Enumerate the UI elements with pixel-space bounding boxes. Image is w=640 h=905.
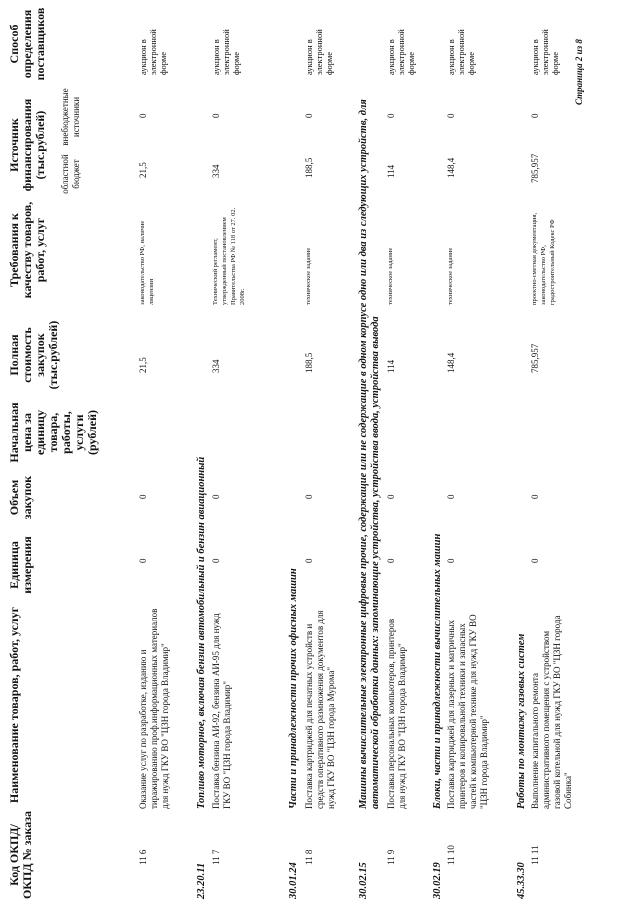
row-volume: 0	[211, 494, 221, 499]
row-regional: 21,5	[138, 162, 148, 178]
row-method: аукцион в электронной форме	[304, 29, 334, 75]
row-unit: 0	[386, 558, 396, 563]
header-name: Наименование товаров, работ, услуг	[7, 606, 21, 804]
row-extra: 0	[446, 113, 456, 118]
row-method: аукцион в электронной форме	[138, 29, 168, 75]
row-unit: 0	[446, 558, 456, 563]
row-price: 188,5	[304, 352, 314, 373]
row-method: аукцион в электронной форме	[211, 29, 241, 75]
row-method: аукцион в электронной форме	[530, 29, 560, 75]
row-extra: 0	[138, 113, 148, 118]
group-title: Топливо моторное, включая бензин автомобильный и бензин авиационный	[196, 456, 207, 809]
row-ref: 11 7	[211, 849, 221, 865]
header-full-cost: Полная стоимость закупок (тыс.рублей)	[7, 320, 60, 390]
row-regional: 785,957	[530, 153, 540, 183]
row-extra: 0	[304, 113, 314, 118]
group-code: 23.20.11	[196, 862, 207, 899]
row-regional: 148,4	[446, 157, 456, 178]
group-code: 45.33.30	[516, 862, 527, 899]
row-volume: 0	[446, 494, 456, 499]
group-title: Работы по монтажу газовых систем	[516, 633, 527, 809]
row-unit: 0	[530, 558, 540, 563]
row-price: 148,4	[446, 352, 456, 373]
row-requirements: техническое задание	[387, 247, 394, 305]
row-price: 785,957	[530, 343, 540, 373]
row-price: 334	[211, 359, 221, 373]
row-requirements: Технический регламент, утвержденный постановлением Правительства РФ № 118 от 27. 02. 2008г.	[212, 207, 246, 305]
row-name: Оказание услуг по разработке, изданию и тиражированию проф.информационных материалов для нужд ГКУ ВО "ЦЗН города Владимир"	[138, 608, 170, 809]
row-name: Поставка картриджей для печатных устройств и средств оперативного размножения документов для нужд ГКУ ВО "ЦЗН города Мурома"	[304, 610, 336, 809]
group-title: Машины вычислительные электронные цифровые прочие, содержащие или не содержащие в одном корпусе одно или два из следующих устройств, для автоматической обработки данных: запоминающие устройства, устройства ввода, устройства вывода	[358, 99, 381, 809]
row-name: Поставка бензина АИ-92, бензина АИ-95 для нужд ГКУ ВО "ЦЗН города Владимир"	[211, 613, 232, 809]
header-init-price: Начальная цена за единицу товара, работы, услуги (рублей)	[7, 402, 99, 463]
row-extra: 0	[211, 113, 221, 118]
header-volume: Объем закупок	[7, 475, 34, 520]
row-volume: 0	[304, 494, 314, 499]
group-code: 30.01.24	[288, 862, 299, 899]
row-ref: 11 11	[530, 845, 540, 865]
group-title: Части и принадлежности прочих офисных машин	[288, 568, 299, 809]
page-number: Страница 2 из 8	[574, 39, 584, 105]
header-fin-extra: внебюджетные источники	[60, 88, 81, 146]
header-unit: Единица измерения	[7, 536, 34, 594]
header-fin-source: Источник финансирования (тыс.рублей)	[7, 98, 47, 192]
row-unit: 0	[211, 558, 221, 563]
row-volume: 0	[138, 494, 148, 499]
row-requirements: техническое задание	[447, 247, 454, 305]
row-requirements: проектно-сметная документация, законодательство РФ, градостроительный Кодекс РФ	[531, 212, 556, 305]
header-code: Код ОКПД/ ОКПД № заказа	[7, 810, 34, 900]
row-regional: 188,5	[304, 157, 314, 178]
header-fin-regional: областной бюджет	[60, 154, 81, 194]
row-price: 114	[386, 359, 396, 373]
row-volume: 0	[530, 494, 540, 499]
row-method: аукцион в электронной форме	[386, 29, 416, 75]
row-name: Выполнение капитального ремонта административного помещения с устройством газовой котельной для нужд ГКУ ВО "ЦЗН города Собинка"	[530, 615, 573, 809]
group-code: 30.02.19	[432, 862, 443, 899]
row-requirements: техническое задание	[305, 247, 312, 305]
group-title: Блоки, части и принадлежности вычислительных машин	[432, 533, 443, 809]
row-extra: 0	[530, 113, 540, 118]
row-unit: 0	[304, 558, 314, 563]
row-name: Поставка картриджей для лазерных и матричных принтеров и копировальной техники и запасных частей к компьютерной технике для нужд ГКУ ВО "ЦЗН города Владимир"	[446, 614, 489, 809]
row-regional: 114	[386, 164, 396, 178]
row-ref: 11 8	[304, 849, 314, 865]
row-ref: 11 9	[386, 849, 396, 865]
row-requirements: законодательство РФ, наличие лицензии	[139, 220, 155, 305]
group-code: 30.02.15	[358, 862, 369, 899]
row-regional: 334	[211, 164, 221, 178]
row-volume: 0	[386, 494, 396, 499]
row-ref: 11 10	[446, 845, 456, 865]
row-name: Поставка персональных компьютеров, принтеров для нужд ГКУ ВО "ЦЗН города Владимир"	[386, 618, 407, 809]
row-extra: 0	[386, 113, 396, 118]
header-requirements: Требования к качеству товаров, работ, услуг	[7, 201, 47, 299]
row-unit: 0	[138, 558, 148, 563]
row-price: 21,5	[138, 357, 148, 373]
row-ref: 11 6	[138, 849, 148, 865]
header-method: Способ определения поставщиков	[7, 7, 47, 81]
row-method: аукцион в электронной форме	[446, 29, 476, 75]
